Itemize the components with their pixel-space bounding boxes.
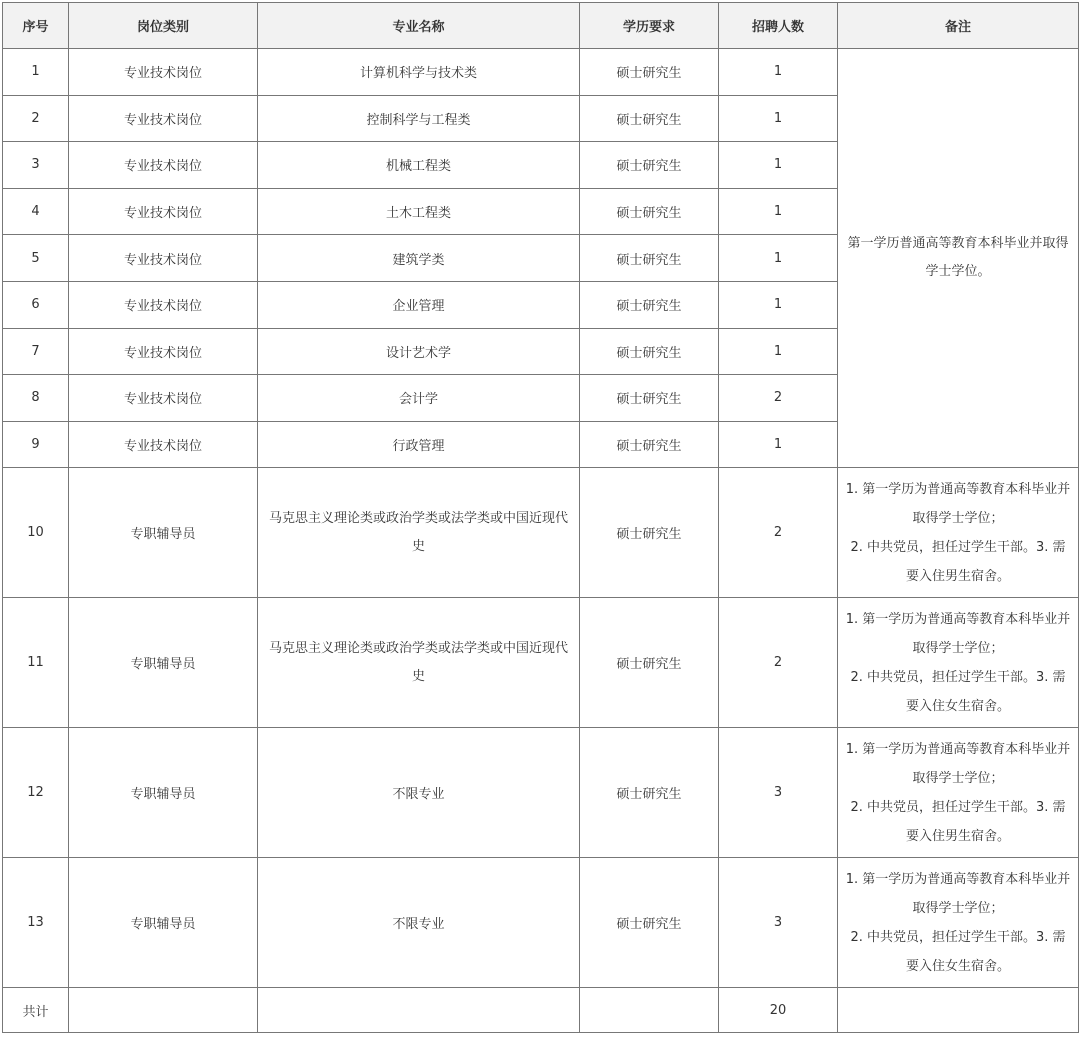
remark-line: 要入住女生宿舍。 <box>905 698 1010 714</box>
cell-education: 硕士研究生 <box>580 728 719 858</box>
cell-education: 硕士研究生 <box>580 142 719 189</box>
cell-post-type: 专业技术岗位 <box>69 281 258 328</box>
cell-index: 8 <box>3 375 69 422</box>
cell-post-type: 专职辅导员 <box>69 858 258 988</box>
cell-count: 3 <box>719 728 838 858</box>
remark-line: 取得学士学位； <box>912 900 1004 916</box>
cell-index: 9 <box>3 421 69 468</box>
recruitment-table <box>2 2 1079 1033</box>
total-empty-cell <box>838 988 1079 1033</box>
cell-post-type: 专业技术岗位 <box>69 375 258 422</box>
cell-index: 12 <box>3 728 69 858</box>
cell-remark <box>838 728 1079 858</box>
remark-line: 1. 第一学历为普通高等教育本科毕业并 <box>845 871 1071 887</box>
cell-education: 硕士研究生 <box>580 328 719 375</box>
cell-count: 1 <box>719 328 838 375</box>
header-index: 序号 <box>3 3 69 49</box>
total-empty-cell <box>69 988 258 1033</box>
table-row <box>3 49 1079 96</box>
cell-remark <box>838 468 1079 598</box>
cell-major: 马克思主义理论类或政治学类或法学类或中国近现代史 <box>258 468 580 598</box>
cell-major: 控制科学与工程类 <box>258 95 580 142</box>
cell-count: 1 <box>719 235 838 282</box>
remark-line: 2. 中共党员，担任过学生干部。3. 需 <box>850 669 1066 685</box>
cell-count: 1 <box>719 142 838 189</box>
cell-remark <box>838 598 1079 728</box>
cell-education: 硕士研究生 <box>580 468 719 598</box>
total-empty-cell <box>580 988 719 1033</box>
cell-index: 4 <box>3 188 69 235</box>
cell-major: 不限专业 <box>258 728 580 858</box>
cell-education: 硕士研究生 <box>580 188 719 235</box>
cell-remark <box>838 858 1079 988</box>
cell-index: 1 <box>3 49 69 96</box>
cell-education: 硕士研究生 <box>580 49 719 96</box>
cell-major: 建筑学类 <box>258 235 580 282</box>
cell-post-type: 专业技术岗位 <box>69 142 258 189</box>
table-row <box>3 468 1079 598</box>
cell-post-type: 专职辅导员 <box>69 728 258 858</box>
cell-index: 13 <box>3 858 69 988</box>
cell-post-type: 专业技术岗位 <box>69 95 258 142</box>
cell-count: 2 <box>719 468 838 598</box>
cell-count: 1 <box>719 421 838 468</box>
cell-post-type: 专职辅导员 <box>69 468 258 598</box>
cell-education: 硕士研究生 <box>580 375 719 422</box>
header-education: 学历要求 <box>580 3 719 49</box>
remark-line: 要入住男生宿舍。 <box>905 828 1010 844</box>
remark-line: 要入住女生宿舍。 <box>905 958 1010 974</box>
table-row <box>3 598 1079 728</box>
remark-line: 2. 中共党员，担任过学生干部。3. 需 <box>850 929 1066 945</box>
cell-education: 硕士研究生 <box>580 858 719 988</box>
cell-index: 7 <box>3 328 69 375</box>
cell-major: 土木工程类 <box>258 188 580 235</box>
cell-index: 2 <box>3 95 69 142</box>
cell-count: 1 <box>719 281 838 328</box>
header-post-type: 岗位类别 <box>69 3 258 49</box>
remark-line: 2. 中共党员，担任过学生干部。3. 需 <box>850 539 1066 555</box>
cell-major: 机械工程类 <box>258 142 580 189</box>
cell-education: 硕士研究生 <box>580 235 719 282</box>
total-empty-cell <box>258 988 580 1033</box>
remark-line: 1. 第一学历为普通高等教育本科毕业并 <box>845 481 1071 497</box>
cell-remark-merged: 第一学历普通高等教育本科毕业并取得学士学位。 <box>838 49 1079 468</box>
cell-index: 5 <box>3 235 69 282</box>
cell-count: 1 <box>719 49 838 96</box>
table-row <box>3 858 1079 988</box>
cell-post-type: 专业技术岗位 <box>69 328 258 375</box>
cell-education: 硕士研究生 <box>580 281 719 328</box>
total-row <box>3 988 1079 1033</box>
cell-major: 会计学 <box>258 375 580 422</box>
cell-count: 1 <box>719 188 838 235</box>
cell-index: 10 <box>3 468 69 598</box>
total-label: 共计 <box>3 988 69 1033</box>
remark-line: 取得学士学位； <box>912 640 1004 656</box>
cell-post-type: 专职辅导员 <box>69 598 258 728</box>
cell-post-type: 专业技术岗位 <box>69 188 258 235</box>
remark-line: 取得学士学位； <box>912 770 1004 786</box>
cell-post-type: 专业技术岗位 <box>69 235 258 282</box>
cell-post-type: 专业技术岗位 <box>69 421 258 468</box>
cell-count: 3 <box>719 858 838 988</box>
cell-major: 行政管理 <box>258 421 580 468</box>
remark-line: 1. 第一学历为普通高等教育本科毕业并 <box>845 611 1071 627</box>
remark-line: 要入住男生宿舍。 <box>905 568 1010 584</box>
table-row <box>3 728 1079 858</box>
cell-post-type: 专业技术岗位 <box>69 49 258 96</box>
cell-count: 2 <box>719 598 838 728</box>
cell-index: 3 <box>3 142 69 189</box>
total-count: 20 <box>719 988 838 1033</box>
cell-major: 设计艺术学 <box>258 328 580 375</box>
cell-education: 硕士研究生 <box>580 95 719 142</box>
cell-major: 马克思主义理论类或政治学类或法学类或中国近现代史 <box>258 598 580 728</box>
header-remark: 备注 <box>838 3 1079 49</box>
cell-major: 计算机科学与技术类 <box>258 49 580 96</box>
cell-count: 1 <box>719 95 838 142</box>
remark-line: 取得学士学位； <box>912 510 1004 526</box>
cell-major: 企业管理 <box>258 281 580 328</box>
header-count: 招聘人数 <box>719 3 838 49</box>
remark-line: 2. 中共党员，担任过学生干部。3. 需 <box>850 799 1066 815</box>
cell-count: 2 <box>719 375 838 422</box>
cell-education: 硕士研究生 <box>580 421 719 468</box>
cell-index: 11 <box>3 598 69 728</box>
remark-line: 1. 第一学历为普通高等教育本科毕业并 <box>845 741 1071 757</box>
header-major: 专业名称 <box>258 3 580 49</box>
cell-major: 不限专业 <box>258 858 580 988</box>
table-header-row <box>3 3 1079 49</box>
cell-education: 硕士研究生 <box>580 598 719 728</box>
cell-index: 6 <box>3 281 69 328</box>
